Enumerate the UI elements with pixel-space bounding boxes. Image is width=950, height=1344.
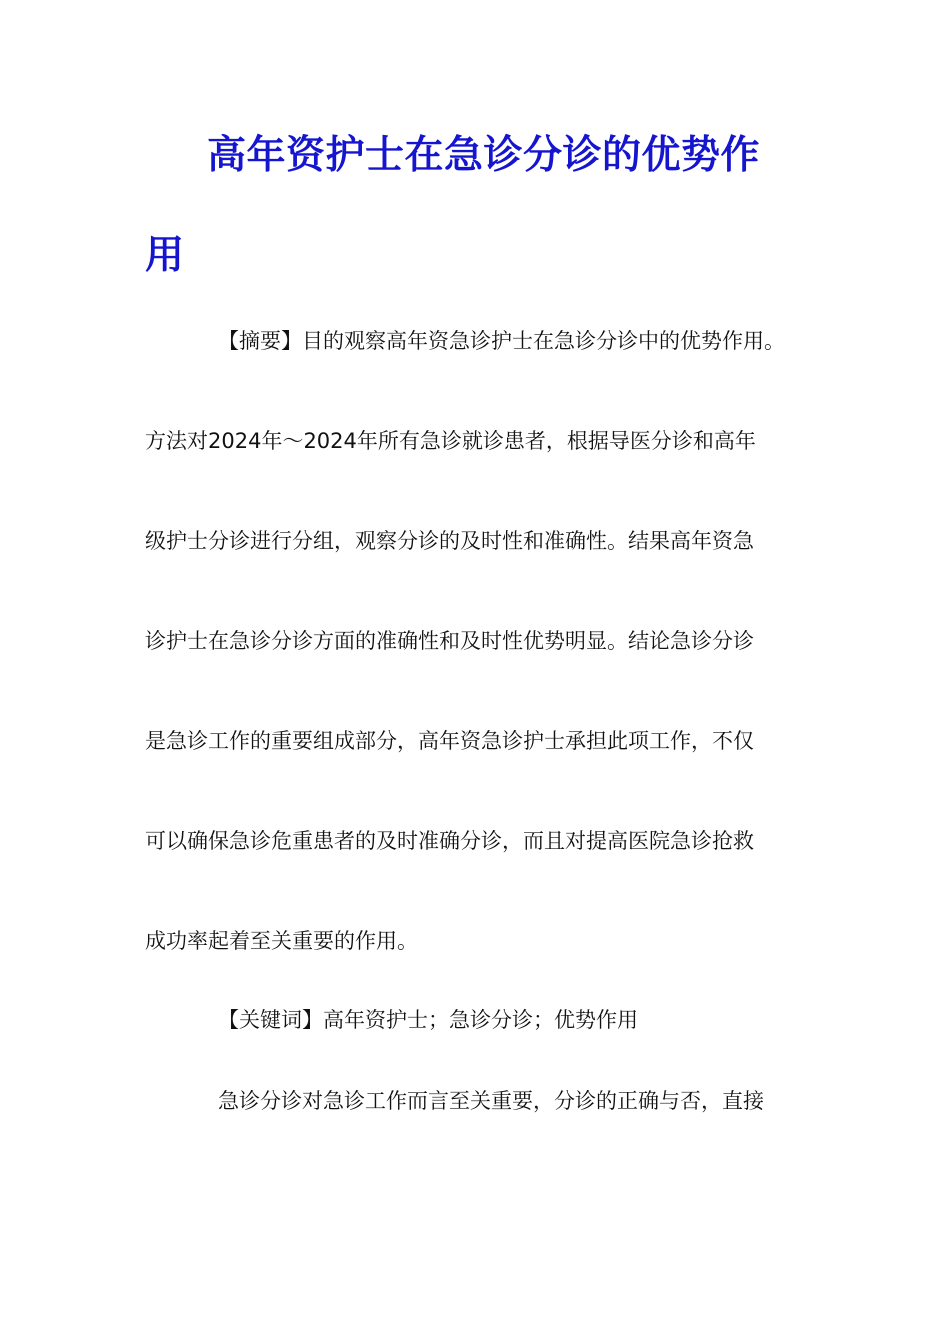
keywords-line: 【关键词】高年资护士；急诊分诊；优势作用	[218, 1008, 638, 1032]
body-paragraph-line-1: 急诊分诊对急诊工作而言至关重要，分诊的正确与否，直接	[218, 1089, 764, 1113]
title-line-2: 用	[145, 232, 185, 278]
abstract-line-3: 级护士分诊进行分组，观察分诊的及时性和准确性。结果高年资急	[145, 529, 754, 553]
abstract-line-5: 是急诊工作的重要组成部分，高年资急诊护士承担此项工作，不仅	[145, 729, 754, 753]
abstract-line-4: 诊护士在急诊分诊方面的准确性和及时性优势明显。结论急诊分诊	[145, 629, 754, 653]
abstract-line-2: 方法对2024年～2024年所有急诊就诊患者，根据导医分诊和高年	[145, 429, 756, 453]
abstract-line-7: 成功率起着至关重要的作用。	[145, 929, 418, 953]
title-line-1: 高年资护士在急诊分诊的优势作	[207, 132, 761, 178]
abstract-line-6: 可以确保急诊危重患者的及时准确分诊，而且对提高医院急诊抢救	[145, 829, 754, 853]
abstract-line-1: 【摘要】目的观察高年资急诊护士在急诊分诊中的优势作用。	[218, 329, 785, 353]
